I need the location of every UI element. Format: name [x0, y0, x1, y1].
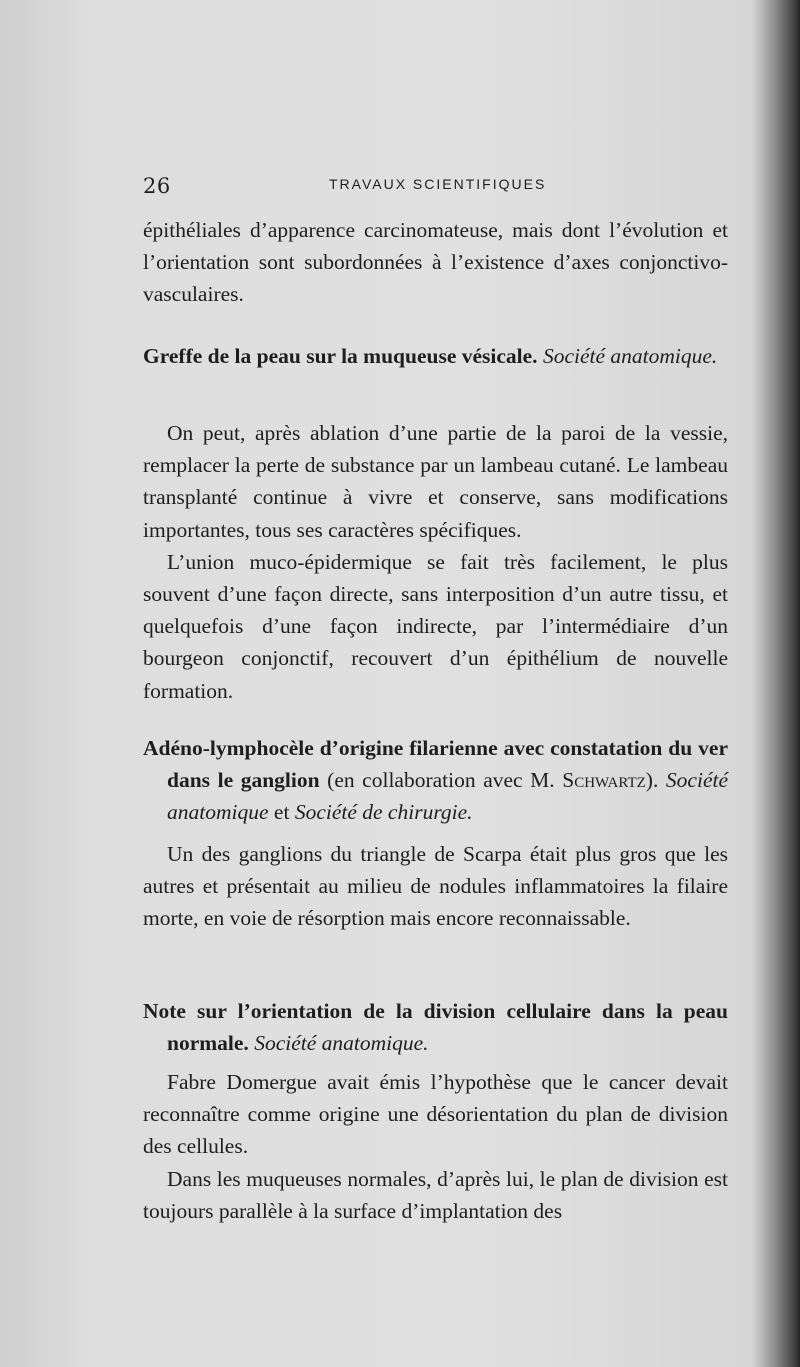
running-header [143, 174, 728, 198]
section-2-title: Adéno-lymphocèle d’origine filarienne avec constatation du ver dans le ganglion [143, 736, 728, 792]
section-heading-1 [143, 340, 728, 372]
section-heading-3 [143, 995, 728, 1059]
section-3-venue: Société anatomique. [254, 1031, 429, 1055]
section-2-collab-suffix: ). [645, 768, 659, 792]
section-2-venue-1: Société anatomique [167, 768, 728, 824]
section-2-paragraph-1: Un des ganglions du triangle de Scarpa était plus gros que les autres et présentait au milieu de nodules inflammatoires la filaire morte, en voie de résorption mais encore reconnaissable. [143, 842, 728, 931]
section-2-conjunction: et [273, 800, 290, 824]
intro-paragraph-block [143, 214, 728, 311]
section-heading-2 [143, 732, 728, 828]
section-1-paragraph-2: L’union muco-épidermique se fait très facilement, le plus souvent d’une façon directe, sans interposition d’un autre tissu, et quelquefois d’une façon indirecte, par l’intermédiaire d’un bourgeon conjonctif, recouvert d’un épithélium de nouvelle formation. [143, 549, 728, 703]
section-1-body [143, 417, 728, 707]
section-3-paragraph-1: Fabre Domergue avait émis l’hypothèse que le cancer devait reconnaître comme origine une désorientation du plan de division des cellules. [143, 1070, 728, 1159]
running-title: TRAVAUX SCIENTIFIQUES [329, 176, 547, 192]
section-1-title: Greffe de la peau sur la muqueuse vésicale. [143, 344, 538, 368]
section-1-paragraph-1: On peut, après ablation d’une partie de la paroi de la vessie, remplacer la perte de substance par un lambeau cutané. Le lambeau transplanté continue à vivre et conserve, sans modifications importantes, tous ses caractères spécifiques. [143, 421, 728, 542]
section-3-paragraph-2: Dans les muqueuses normales, d’après lui, le plan de division est toujours parallèle à la surface d’implantation des [143, 1166, 728, 1223]
section-2-body [143, 838, 728, 935]
intro-paragraph: épithéliales d’apparence carcinomateuse, mais dont l’évolution et l’orientation sont subordonnées à l’existence d’axes conjonctivo-vasculaires. [143, 218, 728, 307]
section-3-body [143, 1066, 728, 1227]
section-1-venue: Société anatomique. [542, 344, 718, 368]
section-3-title: Note sur l’orientation de la division cellulaire dans la peau normale. [143, 999, 728, 1055]
section-2-collaborator: Schwartz [562, 768, 646, 792]
section-2-venue-2: Société de chirurgie. [294, 800, 473, 824]
page-number: 26 [143, 174, 171, 198]
section-2-collab-prefix: (en collaboration avec M. [327, 768, 563, 792]
